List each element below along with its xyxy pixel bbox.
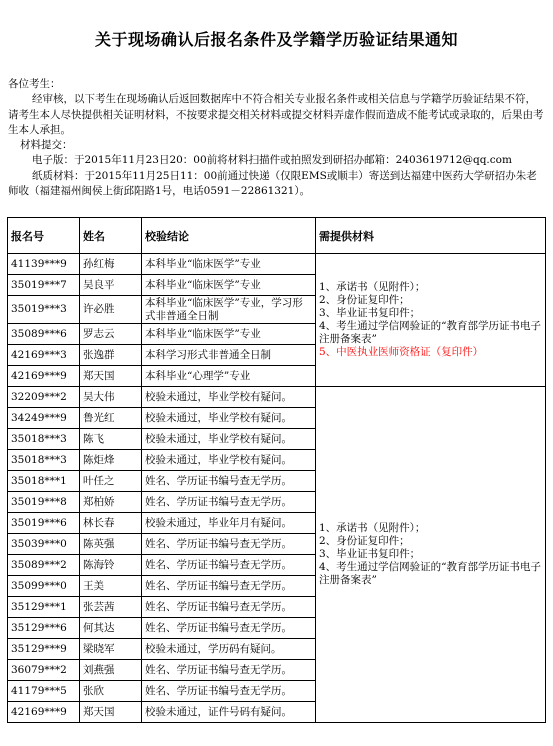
cell-name: 吴大伟: [80, 387, 142, 408]
col-header-name: 姓名: [80, 218, 142, 254]
cell-id: 35129***1: [8, 597, 80, 618]
col-header-result: 校验结论: [142, 218, 316, 254]
cell-name: 林长春: [80, 513, 142, 534]
cell-id: 35018***1: [8, 471, 80, 492]
requirement-item: 3、毕业证书复印件；: [319, 548, 421, 560]
cell-id: 35089***2: [8, 555, 80, 576]
cell-id: 42169***3: [8, 345, 80, 366]
notice-paragraph: 经审核，以下考生在现场确认后返回数据库中不符合相关专业报名条件或相关信息与学籍学历验证结果不符，请考生本人尽快提供相关证明材料，不按要求提交相关材料或提交材料弄虚作假而造成不能考试或录取的，后果由考生本人承担。: [8, 93, 544, 136]
cell-id: 42169***9: [8, 366, 80, 387]
materials-cell: [316, 387, 546, 723]
cell-result: 校验未通过，毕业学校有疑问。: [142, 408, 316, 429]
cell-result: 校验未通过，学历码有疑问。: [142, 639, 316, 660]
requirement-item: 5、中医执业医师资格证（复印件）: [319, 346, 484, 358]
cell-result: 本科毕业“临床医学”专业: [142, 324, 316, 345]
cell-name: 郑柏娇: [80, 492, 142, 513]
cell-name: 孙红梅: [80, 254, 142, 275]
cell-name: 陈海铃: [80, 555, 142, 576]
cell-result: 本科学习形式非普通全日制: [142, 345, 316, 366]
cell-id: 35039***0: [8, 534, 80, 555]
cell-result: 姓名、学历证书编号查无学历。: [142, 576, 316, 597]
cell-id: 35019***6: [8, 513, 80, 534]
cell-result: 姓名、学历证书编号查无学历。: [142, 471, 316, 492]
table-header-row: [8, 218, 546, 254]
cell-result: 校验未通过，毕业学校有疑问。: [142, 450, 316, 471]
requirement-item: 3、毕业证书复印件；: [319, 307, 421, 319]
cell-result: 校验未通过，毕业年月有疑问。: [142, 513, 316, 534]
cell-result: 本科毕业“临床医学”专业，学习形式非普通全日制: [142, 296, 316, 324]
requirement-item: 4、考生通过学信网验证的“教育部学历证书电子注册备案表”: [319, 320, 542, 345]
cell-name: 郑天国: [80, 702, 142, 723]
cell-id: 35129***9: [8, 639, 80, 660]
cell-name: 许必胜: [80, 296, 142, 324]
materials-cell: [316, 254, 546, 387]
cell-name: 陈英强: [80, 534, 142, 555]
cell-result: 本科毕业“心理学”专业: [142, 366, 316, 387]
materials-label: 材料提交：: [20, 139, 73, 152]
cell-id: 35019***7: [8, 275, 80, 296]
cell-name: 梁晓军: [80, 639, 142, 660]
cell-id: 35018***3: [8, 450, 80, 471]
cell-result: 姓名、学历证书编号查无学历。: [142, 618, 316, 639]
cell-name: 张芸茜: [80, 597, 142, 618]
cell-name: 何其达: [80, 618, 142, 639]
cell-result: 本科毕业“临床医学”专业: [142, 254, 316, 275]
page-title: 关于现场确认后报名条件及学籍学历验证结果通知: [94, 30, 458, 49]
cell-name: 刘燕强: [80, 660, 142, 681]
cell-result: 校验未通过，证件号码有疑问。: [142, 702, 316, 723]
results-table: [7, 217, 546, 723]
cell-result: 姓名、学历证书编号查无学历。: [142, 555, 316, 576]
cell-result: 姓名、学历证书编号查无学历。: [142, 660, 316, 681]
cell-id: 35019***8: [8, 492, 80, 513]
col-header-id: 报名号: [8, 218, 80, 254]
cell-name: 罗志云: [80, 324, 142, 345]
cell-name: 王美: [80, 576, 142, 597]
table-row: [8, 387, 546, 408]
cell-id: 36079***2: [8, 660, 80, 681]
cell-result: 本科毕业“临床医学”专业: [142, 275, 316, 296]
requirement-item: 2、身份证复印件；: [319, 535, 410, 547]
cell-id: 32209***2: [8, 387, 80, 408]
cell-id: 35099***0: [8, 576, 80, 597]
table-row: [8, 254, 546, 275]
cell-name: 叶任之: [80, 471, 142, 492]
requirement-item: 2、身份证复印件；: [319, 294, 410, 306]
cell-id: 41139***9: [8, 254, 80, 275]
cell-result: 校验未通过，毕业学校有疑问。: [142, 387, 316, 408]
cell-result: 校验未通过，毕业学校有疑问。: [142, 429, 316, 450]
cell-name: 陈炬烽: [80, 450, 142, 471]
cell-name: 鲁光红: [80, 408, 142, 429]
salutation: 各位考生：: [8, 78, 61, 90]
cell-id: 35129***6: [8, 618, 80, 639]
notice-body: [8, 77, 546, 199]
requirement-item: 1、承诺书（见附件）；: [319, 522, 426, 534]
cell-name: 郑天国: [80, 366, 142, 387]
cell-id: 35018***3: [8, 429, 80, 450]
cell-name: 张欣: [80, 681, 142, 702]
cell-result: 姓名、学历证书编号查无学历。: [142, 534, 316, 555]
requirement-item: 4、考生通过学信网验证的“教育部学历证书电子注册备案表”: [319, 561, 542, 586]
table-body: [8, 254, 546, 723]
cell-id: 41179***5: [8, 681, 80, 702]
cell-name: 吴良平: [80, 275, 142, 296]
requirement-item: 1、承诺书（见附件）；: [319, 281, 426, 293]
electronic-submission: 电子版：于2015年11月23日20：00前将材料扫描件或拍照发到研招办邮箱：2403619712@qq.com: [32, 154, 512, 167]
cell-id: 35089***6: [8, 324, 80, 345]
paper-submission: 纸质材料：于2015年11月25日11：00前通过快递（仅限EMS或顺丰）寄送到达福建中医药大学研招办朱老师收（福建福州闽侯上街邱阳路1号，电话0591－22861321）。: [8, 169, 537, 198]
col-header-materials: 需提供材料: [316, 218, 546, 254]
cell-id: 42169***9: [8, 702, 80, 723]
cell-id: 35019***3: [8, 296, 80, 324]
cell-result: 姓名、学历证书编号查无学历。: [142, 492, 316, 513]
cell-name: 张逸群: [80, 345, 142, 366]
cell-result: 姓名、学历证书编号查无学历。: [142, 597, 316, 618]
cell-name: 陈飞: [80, 429, 142, 450]
cell-result: 姓名、学历证书编号查无学历。: [142, 681, 316, 702]
cell-id: 34249***9: [8, 408, 80, 429]
